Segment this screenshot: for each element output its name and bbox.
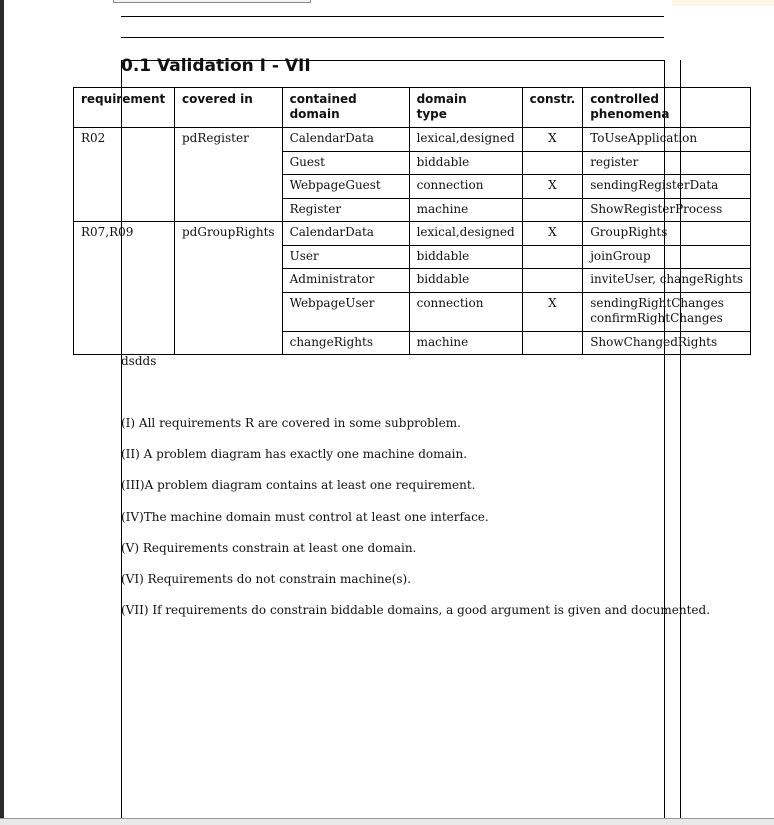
cell-covered-in: pdGroupRights — [175, 222, 283, 355]
window-left-edge — [0, 0, 4, 824]
cell-phenomena: register — [583, 152, 751, 175]
header-covered-in: covered in — [175, 88, 283, 128]
rule-item: (I) All requirements R are covered in some subproblem. — [121, 416, 461, 430]
cell-phenomena: ShowChangedRights — [583, 332, 751, 355]
rule-item: (V) Requirements constrain at least one domain. — [121, 540, 417, 555]
cell-constr — [522, 199, 583, 222]
cell-constr — [522, 246, 583, 269]
cell-covered-in: pdRegister — [175, 128, 283, 222]
cell-type: machine — [409, 332, 522, 355]
table-row — [74, 128, 751, 152]
cell-domain: Register — [282, 199, 409, 222]
cell-type: connection — [409, 293, 522, 332]
header-controlled-phenomena: controlled phenomena — [583, 88, 751, 128]
header-requirement: requirement — [74, 88, 175, 128]
cell-type: biddable — [409, 269, 522, 293]
header-constr: constr. — [522, 88, 583, 128]
header-rule-bottom — [121, 37, 664, 38]
cell-type: lexical,designed — [409, 128, 522, 152]
rule-item: (VI) Requirements do not constrain machine(s). — [121, 571, 412, 586]
cell-type: biddable — [409, 152, 522, 175]
cell-domain: CalendarData — [282, 222, 409, 246]
cell-constr: X — [522, 222, 583, 246]
header-contained-domain: contained domain — [282, 88, 409, 128]
cell-phenomena: joinGroup — [583, 246, 751, 269]
cell-domain: WebpageGuest — [282, 175, 409, 199]
cell-domain: WebpageUser — [282, 293, 409, 332]
cell-constr: X — [522, 293, 583, 332]
note-text: dsdds — [121, 354, 157, 368]
cell-domain: changeRights — [282, 332, 409, 355]
cell-phenomena: inviteUser, changeRights — [583, 269, 751, 293]
cell-phenomena: ToUseApplication — [583, 128, 751, 152]
cell-constr: X — [522, 175, 583, 199]
cell-type: machine — [409, 199, 522, 222]
rule-item: (II) A problem diagram has exactly one machine domain. — [121, 447, 468, 462]
table-header-row — [74, 88, 751, 128]
cell-type: connection — [409, 175, 522, 199]
cell-requirement: R07,R09 — [74, 222, 175, 355]
cell-domain: Administrator — [282, 269, 409, 293]
header-domain-type: domain type — [409, 88, 522, 128]
cell-constr — [522, 332, 583, 355]
cell-phenomena: GroupRights — [583, 222, 751, 246]
table-row — [74, 222, 751, 246]
cell-phenomena: sendingRegisterData — [583, 175, 751, 199]
cell-phenomena: sendingRightChanges confirmRightChanges — [583, 293, 751, 332]
rule-item: (VII) If requirements do constrain biddable domains, a good argument is given and documented. — [121, 603, 711, 618]
requirements-table — [73, 87, 751, 355]
top-toolbar-fragment — [113, 0, 311, 3]
header-rule-top — [121, 16, 664, 17]
cell-constr — [522, 152, 583, 175]
cell-type: biddable — [409, 246, 522, 269]
cell-constr — [522, 269, 583, 293]
cell-domain: CalendarData — [282, 128, 409, 152]
section-heading: 0.1 Validation I - VII — [121, 56, 311, 76]
cell-phenomena: ShowRegisterProcess — [583, 199, 751, 222]
cell-constr: X — [522, 128, 583, 152]
cell-domain: Guest — [282, 152, 409, 175]
cell-requirement: R02 — [74, 128, 175, 222]
rule-item: (III)A problem diagram contains at least one requirement. — [121, 478, 476, 493]
validation-rules-list — [121, 416, 710, 634]
window-corner — [672, 0, 774, 6]
cell-type: lexical,designed — [409, 222, 522, 246]
rule-item: (IV)The machine domain must control at least one interface. — [121, 509, 489, 524]
cell-domain: User — [282, 246, 409, 269]
